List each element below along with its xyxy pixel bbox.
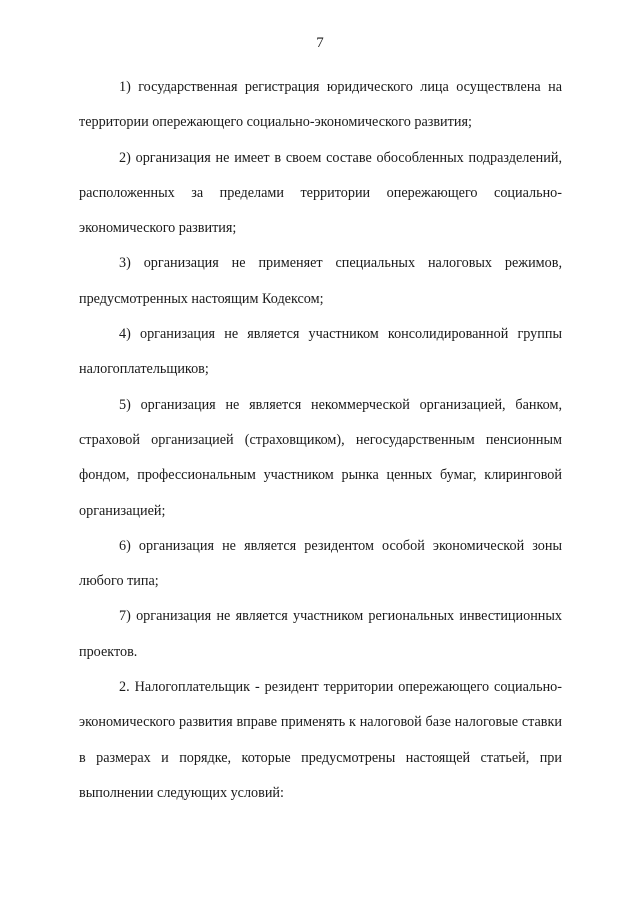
paragraph-condition-4: 4) организация не является участником консолидированной группы налогоплательщиков; <box>79 326 562 378</box>
paragraph-condition-7: 7) организация не является участником региональных инвестиционных проектов. <box>79 608 562 660</box>
paragraph-condition-3: 3) организация не применяет специальных налоговых режимов, предусмотренных настоящим Кодексом; <box>79 255 562 307</box>
paragraph-condition-2: 2) организация не имеет в своем составе обособленных подразделений, расположенных за пределами территории опережающего социально-экономического развития; <box>79 149 562 237</box>
paragraph-condition-1: 1) государственная регистрация юридического лица осуществлена на территории опережающего социально-экономического развития; <box>79 79 562 131</box>
paragraph-condition-6: 6) организация не является резидентом особой экономической зоны любого типа; <box>79 537 562 590</box>
paragraph-clause-2: 2. Налогоплательщик - резидент территории опережающего социально-экономического развития вправе применять к налоговой базе налоговые ставки в размерах и порядке, которые предусмотрены настоящей статьей, при выполнении следующих условий: <box>79 679 562 801</box>
page-number: 7 <box>316 35 324 51</box>
paragraph-condition-5: 5) организация не является некоммерческой организацией, банком, страховой организацией (страховщиком), негосударственным пенсионным фондом, профессиональным участником рынка ценных бумаг, клиринговой организацией; <box>79 396 562 519</box>
document-body <box>79 70 562 811</box>
